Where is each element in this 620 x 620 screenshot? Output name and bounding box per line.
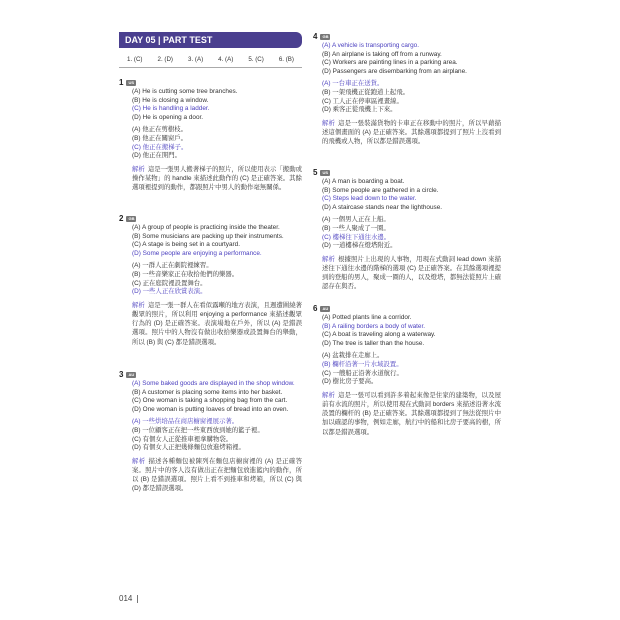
- option-c: (C) A stage is being set in a courtyard.: [132, 241, 240, 249]
- translation-b: (B) 他正在關窗戶。: [132, 134, 188, 142]
- explanation-text: 這是一張一群人在看似露噸的地方表演，且週遭圍繞著觀眾的照片，所以利用 enjoying a performance 來描述觀眾行為的 (D) 是正確答案。表演場地在戶外，所以 (A) 是錯誤選項。照片中的人物沒有做出收拾樂器或設置舞台的舉動，所以 (B) 與 (C) 都是錯誤選項。: [132, 301, 303, 346]
- question-1: [119, 78, 302, 192]
- translation-b: (B) 一些音樂家正在收拾他們的樂器。: [132, 270, 239, 278]
- answer-key: [119, 56, 302, 68]
- question-number: 3: [119, 370, 124, 379]
- question-number: 1: [119, 78, 124, 87]
- question-number: 6: [313, 304, 318, 313]
- option-a: (A) Some baked goods are displayed in the shop window.: [132, 380, 295, 387]
- explanation-label: 解析: [322, 119, 336, 127]
- section-banner: DAY 05 | PART TEST: [119, 32, 302, 48]
- translation-a: (A) 盆栽排在走廊上。: [322, 352, 384, 360]
- accent-badge: GB: [322, 33, 329, 39]
- answer-3: 3. (A): [188, 56, 204, 63]
- option-a: (A) A man is boarding a boat.: [322, 178, 405, 185]
- translation-c: (C) 他正在搬梯子。: [132, 143, 188, 151]
- question-number: 2: [119, 214, 124, 223]
- translation-c: (C) 工人正在停車區裡畫線。: [322, 97, 403, 105]
- explanation-text: 這是一張男人搬著梯子的照片，所以使用表示「搬動或操作某物」的 handle 來描述此動作的 (C) 是正確答案。其餘選項裡提到的動作，都跟照片中男人的動作毫無關係。: [132, 165, 303, 192]
- option-b: (B) He is closing a window.: [132, 96, 209, 104]
- translation-b: (B) 欄杆沿著一片水域設置。: [322, 360, 403, 368]
- explanation-label: 解析: [132, 301, 145, 309]
- translation-a: (A) 一群人正在劇院裡練習。: [132, 262, 213, 270]
- explanation-label: 解析: [132, 165, 145, 173]
- question-number: 4: [313, 32, 318, 41]
- option-a: (A) A vehicle is transporting cargo.: [322, 42, 419, 49]
- accent-badge: AU: [322, 305, 329, 311]
- option-d: (D) Passengers are disembarking from an airplane.: [322, 67, 467, 75]
- question-2: [119, 214, 302, 347]
- explanation-label: 解析: [322, 391, 336, 399]
- answer-2: 2. (D): [157, 56, 173, 63]
- question-3: [119, 370, 302, 494]
- accent-badge: AU: [128, 371, 135, 377]
- option-b: (B) Some musicians are packing up their instruments.: [132, 232, 284, 240]
- translation-b: (B) 一位顧客正在把一些東西放到她的籃子裡。: [132, 426, 264, 434]
- translation-d: (D) 他正在開門。: [132, 152, 181, 160]
- translation-d: (D) 一道樓梯在燈塔附近。: [322, 242, 397, 250]
- translation-d: (D) 一些人正在欣賞表演。: [132, 288, 207, 296]
- explanation-label: 解析: [132, 457, 146, 465]
- answer-6: 6. (B): [278, 56, 294, 63]
- accent-badge: GB: [128, 215, 135, 221]
- translation-c: (C) 有個女人正從推車裡拿購物袋。: [132, 435, 233, 443]
- option-d: (D) One woman is putting loaves of bread into an oven.: [132, 405, 289, 413]
- explanation-text: 這是一張可以看到許多着起來像是住家的建築物，以及屋前有水流的照片，所以使用現在式動詞 borders 來描述沿著水流設置的欄杆的 (B) 是正確答案。其餘選項都提到了無法從照片中加以確認的事物，例如走廊，航行中的船和比房子要高的樹，所以都是錯誤選項。: [322, 391, 501, 436]
- page-number-divider: [137, 595, 138, 603]
- explanation-text: 描述各種麵包被陳列在麵包店櫥窗裡的 (A) 是正確答案。照片中的客人沒有做出正在把麵包放進籃內的動作，所以 (B) 是錯誤選項。照片上看不到推車和烤箱，所以 (C) 與 (D) 都是錯誤選項。: [132, 457, 303, 493]
- option-c: (C) He is handling a ladder.: [132, 105, 210, 113]
- translation-a: (A) 一台車正在送貨。: [322, 80, 384, 88]
- translation-d: (D) 樹比房子要高。: [322, 378, 378, 386]
- option-b: (B) Some people are gathered in a circle.: [322, 186, 439, 194]
- answer-4: 4. (A): [218, 56, 234, 63]
- option-c: (C) Workers are painting lines in a parking area.: [322, 59, 458, 67]
- option-b: (B) An airplane is taking off from a runway.: [322, 50, 442, 58]
- explanation-text: 這是一張裝滿貨物的卡車正在移動中的照片，所以早藉描述這個畫面的 (A) 是正確答案。其餘選項都提到了照片上沒看到的飛機或人物，所以都是錯誤選項。: [322, 119, 501, 146]
- option-d: (D) Some people are enjoying a performance.: [132, 249, 262, 257]
- question-6: [313, 304, 501, 437]
- translation-c: (C) 一艘船正沿著水道航行。: [322, 369, 403, 377]
- option-c: (C) Steps lead down to the water.: [322, 195, 417, 203]
- translation-d: (D) 乘客正從飛機上下來。: [322, 106, 397, 114]
- option-c: (C) A boat is traveling along a waterway.: [322, 331, 436, 339]
- option-a: (A) A group of people is practicing inside the theater.: [132, 224, 280, 231]
- translation-b: (B) 一些人聚成了一圈。: [322, 224, 390, 232]
- option-b: (B) A railing borders a body of water.: [322, 322, 426, 330]
- accent-badge: US: [128, 79, 135, 85]
- option-c: (C) One woman is taking a shopping bag from the cart.: [132, 397, 288, 405]
- question-number: 5: [313, 168, 318, 177]
- explanation-label: 解析: [322, 255, 336, 263]
- explanation-text: 根據照片上出現的人事物，用現在式動詞 lead down 來描述往下通往水邊的階梯的選項 (C) 是正確答案。在其餘選項裡提到的登船的男人，聚成一圈的人，以及燈塔，都無法從照片上確認存在與否。: [322, 255, 502, 291]
- question-5: [313, 168, 501, 292]
- page-number: [119, 594, 138, 603]
- answer-1: 1. (C): [127, 56, 143, 63]
- option-d: (D) A staircase stands near the lighthouse.: [322, 203, 443, 211]
- accent-badge: US: [322, 169, 329, 175]
- translation-c: (C) 正在庭院裡設置舞台。: [132, 279, 207, 287]
- option-b: (B) A customer is placing some items into her basket.: [132, 388, 283, 396]
- translation-a: (A) 一些烘培品在商店櫥窗裡展示著。: [132, 418, 239, 426]
- translation-b: (B) 一架飛機正從跑道上起飛。: [322, 88, 409, 96]
- translation-c: (C) 樓梯往下通往水邊。: [322, 233, 391, 241]
- page-number-text: 014: [119, 594, 133, 603]
- translation-a: (A) 他正在剪樹枝。: [132, 126, 188, 134]
- option-a: (A) Potted plants line a corridor.: [322, 314, 412, 321]
- translation-a: (A) 一個男人正在上船。: [322, 216, 390, 224]
- answer-5: 5. (C): [248, 56, 264, 63]
- option-d: (D) He is opening a door.: [132, 113, 204, 121]
- translation-d: (D) 有個女人正把幾條麵包放進烤箱裡。: [132, 444, 245, 452]
- option-a: (A) He is cutting some tree branches.: [132, 88, 238, 95]
- option-d: (D) The tree is taller than the house.: [322, 339, 425, 347]
- question-4: [313, 32, 501, 146]
